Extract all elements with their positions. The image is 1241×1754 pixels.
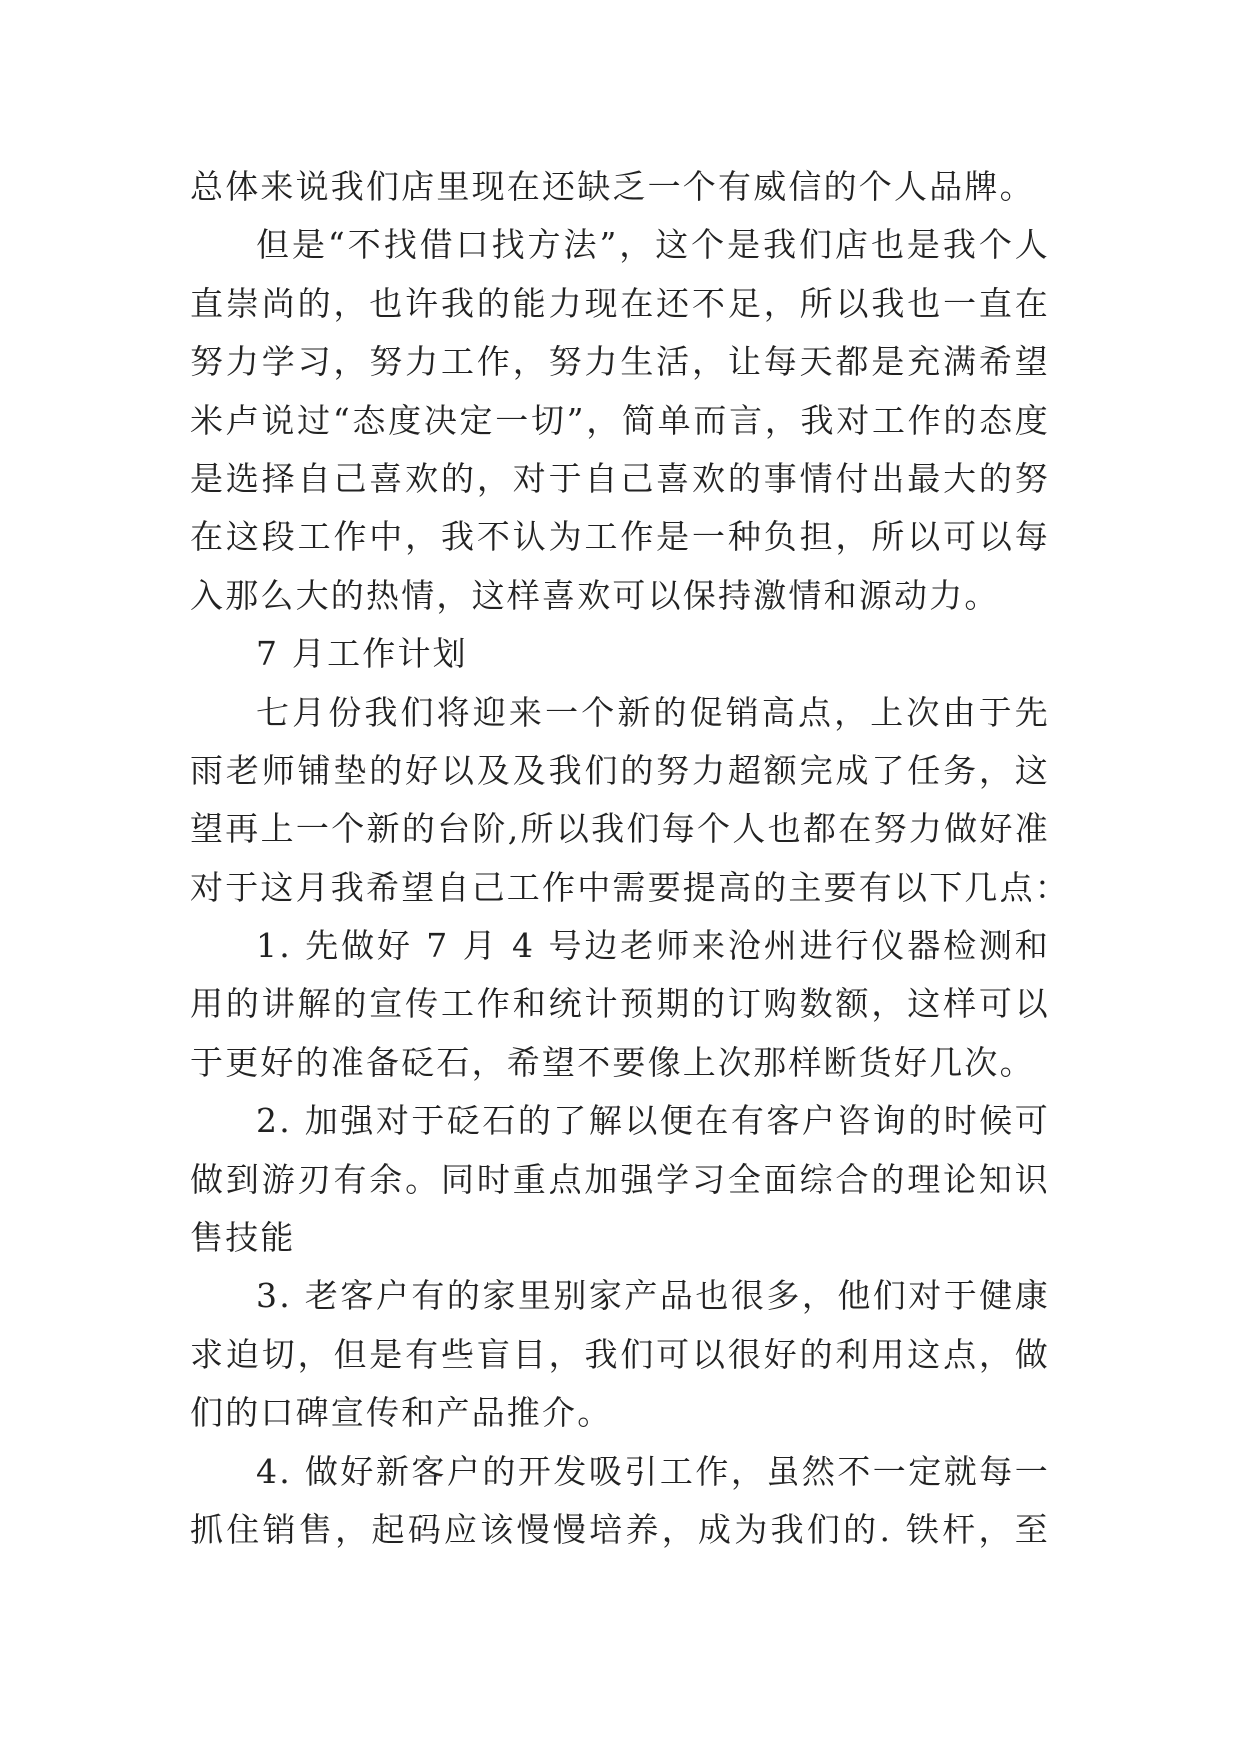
document-body	[190, 158, 1070, 1559]
text-line: 3. 老客户有的家里别家产品也很多，他们对于健康	[256, 1276, 1050, 1316]
text-line: 7 月工作计划	[256, 634, 468, 674]
text-line: 望再上一个新的台阶,所以我们每个人也都在努力做好准	[190, 809, 1050, 849]
text-line: 入那么大的热情，这样喜欢可以保持激情和源动力。	[190, 575, 1000, 615]
text-line: 用的讲解的宣传工作和统计预期的订购数额，这样可以	[190, 984, 1050, 1024]
text-line: 对于这月我希望自己工作中需要提高的主要有以下几点：	[190, 867, 1070, 907]
text-line: 售技能	[190, 1218, 296, 1258]
text-line: 于更好的准备砭石，希望不要像上次那样断货好几次。	[190, 1042, 1035, 1082]
text-line: 但是“不找借口找方法”，这个是我们店也是我个人	[256, 225, 1050, 265]
text-line: 求迫切，但是有些盲目，我们可以很好的利用这点，做	[190, 1334, 1050, 1374]
text-line: 做到游刃有余。同时重点加强学习全面综合的理论知识	[190, 1159, 1050, 1199]
text-line: 直崇尚的，也许我的能力现在还不足，所以我也一直在	[190, 283, 1050, 323]
text-line: 总体来说我们店里现在还缺乏一个有威信的个人品牌。	[190, 167, 1035, 206]
text-line: 抓住销售，起码应该慢慢培养，成为我们的. 铁杆，至	[190, 1509, 1050, 1549]
text-line: 2. 加强对于砭石的了解以便在有客户咨询的时候可	[256, 1101, 1050, 1141]
text-line: 们的口碑宣传和产品推介。	[190, 1393, 613, 1433]
text-line: 七月份我们将迎来一个新的促销高点，上次由于先	[256, 692, 1050, 732]
text-line: 4. 做好新客户的开发吸引工作，虽然不一定就每一	[256, 1451, 1050, 1491]
text-line: 是选择自己喜欢的，对于自己喜欢的事情付出最大的努	[190, 458, 1050, 498]
text-line: 雨老师铺垫的好以及及我们的努力超额完成了任务，这	[190, 750, 1050, 790]
text-line: 米卢说过“态度决定一切”，简单而言，我对工作的态度	[190, 400, 1050, 440]
text-line: 努力学习，努力工作，努力生活，让每天都是充满希望	[190, 342, 1050, 382]
text-line: 1. 先做好 7 月 4 号边老师来沧州进行仪器检测和	[256, 926, 1050, 966]
text-line: 在这段工作中，我不认为工作是一种负担，所以可以每	[190, 517, 1050, 557]
